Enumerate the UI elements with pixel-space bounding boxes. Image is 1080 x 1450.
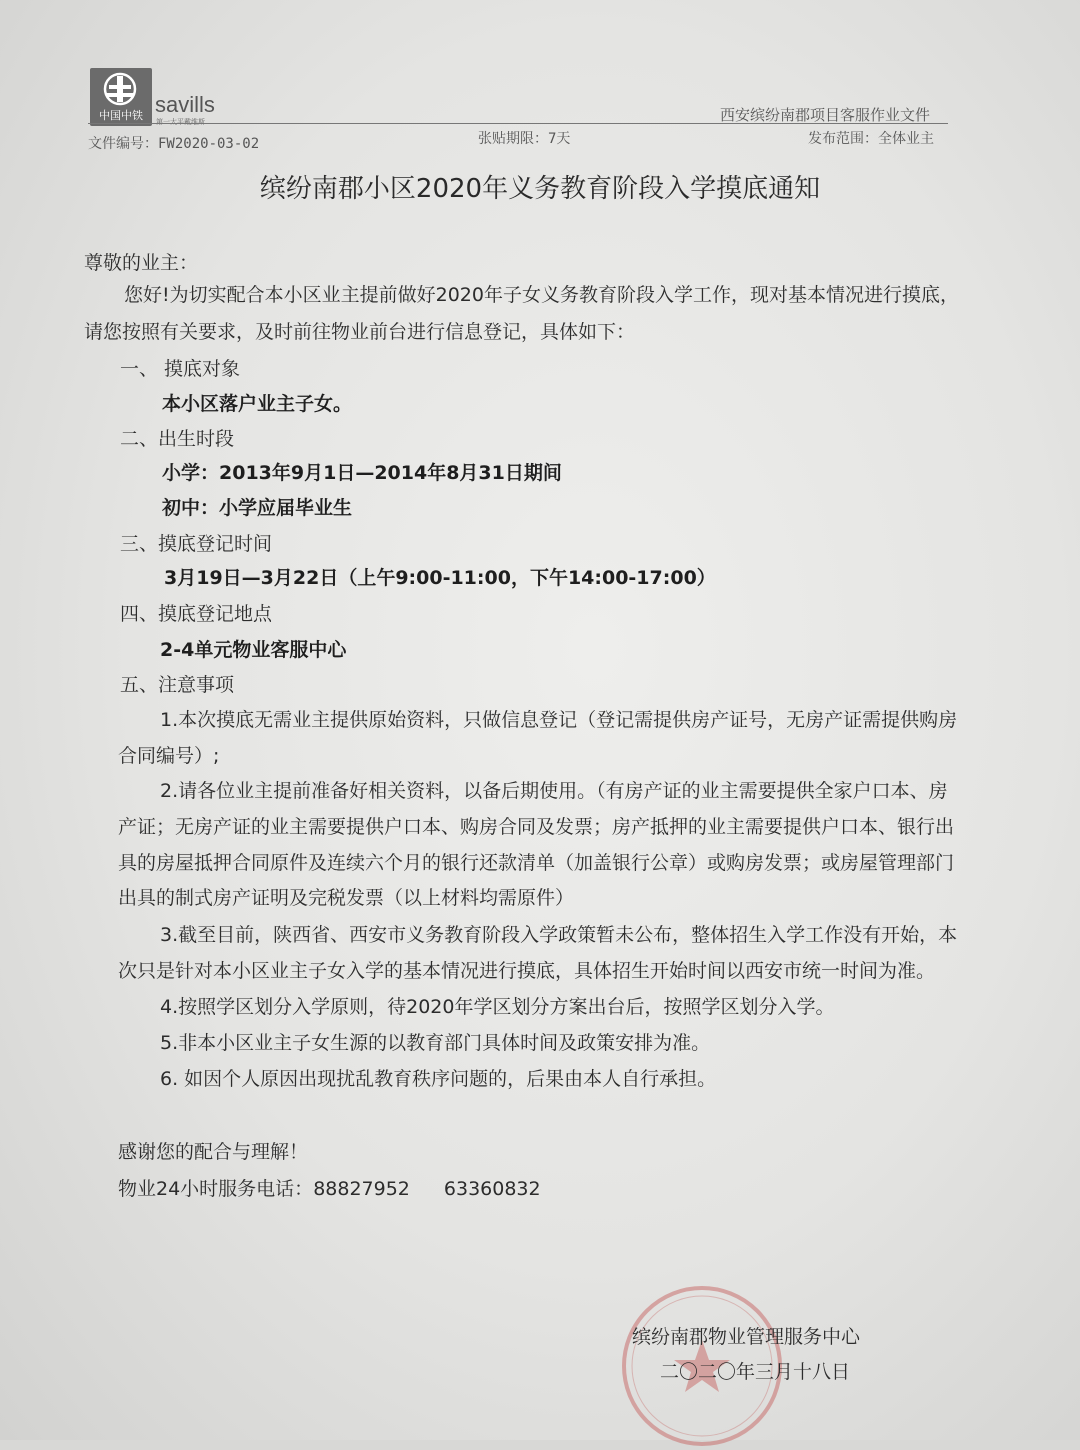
- section-1-body: 本小区落户业主子女。: [162, 393, 353, 415]
- phone-number-1: 88827952: [313, 1178, 410, 1200]
- section-2-primary: 小学：2013年9月1日—2014年8月31日期间: [162, 462, 562, 484]
- note-3-line-2: 次只是针对本小区业主子女入学的基本情况进行摸底，具体招生开始时间以西安市统一时间为准。: [118, 960, 936, 982]
- note-6: 6. 如因个人原因出现扰乱教育秩序问题的，后果由本人自行承担。: [160, 1068, 717, 1090]
- phone-label: 物业24小时服务电话：: [118, 1178, 314, 1200]
- logo-caption: 中国中铁: [99, 109, 143, 122]
- note-4: 4.按照学区划分入学原则，待2020年学区划分方案出台后，按照学区划分入学。: [160, 996, 835, 1018]
- note-2-line-1: 2.请各位业主提前准备好相关资料，以备后期使用。（有房产证的业主需要提供全家户口本、房: [160, 780, 948, 802]
- note-1-line-1: 1.本次摸底无需业主提供原始资料，只做信息登记（登记需提供房产证号，无房产证需提供购房: [160, 709, 958, 731]
- section-2-heading: 二、出生时段: [120, 428, 235, 450]
- crec-emblem-icon: [100, 72, 140, 106]
- section-1-heading: 一、 摸底对象: [120, 358, 241, 380]
- notice-title: 缤纷南郡小区2020年义务教育阶段入学摸底通知: [259, 174, 821, 204]
- intro-line-2: 请您按照有关要求，及时前往物业前台进行信息登记，具体如下：: [84, 321, 636, 343]
- header-rule: [88, 123, 948, 124]
- service-phone: [118, 1174, 541, 1201]
- phone-number-2: 63360832: [443, 1178, 541, 1200]
- section-4-heading: 四、摸底登记地点: [120, 603, 273, 625]
- section-5-heading: 五、注意事项: [120, 674, 235, 696]
- note-2-line-4: 出具的制式房产证明及完税发票（以上材料均需原件）: [118, 887, 575, 909]
- note-5: 5.非本小区业主子女生源的以教育部门具体时间及政策安排为准。: [160, 1032, 711, 1054]
- brand-name: savills: [155, 92, 215, 117]
- note-3-line-1: 3.截至目前，陕西省、西安市义务教育阶段入学政策暂未公布，整体招生入学工作没有开始，本: [160, 924, 958, 946]
- issuer-name: 缤纷南郡物业管理服务中心: [632, 1326, 861, 1348]
- section-3-heading: 三、摸底登记时间: [120, 533, 273, 555]
- section-2-middle: 初中：小学应届毕业生: [162, 497, 353, 519]
- brand-subtitle: 第一太平戴维斯: [156, 118, 205, 126]
- post-period: 张贴期限：7天: [478, 131, 571, 147]
- section-3-body: 3月19日—3月22日（上午9:00-11:00，下午14:00-17:00）: [164, 567, 716, 589]
- note-1-line-2: 合同编号）;: [118, 745, 220, 767]
- section-4-body: 2-4单元物业客服中心: [160, 639, 347, 661]
- release-scope: 发布范围：全体业主: [808, 131, 934, 147]
- crec-logo: [90, 68, 152, 126]
- note-2-line-2: 产证；无房产证的业主需要提供户口本、购房合同及发票；房产抵押的业主需要提供户口本、银行出: [118, 816, 955, 838]
- issue-date: 二〇二〇年三月十八日: [660, 1361, 851, 1383]
- intro-line-1: 您好!为切实配合本小区业主提前做好2020年子女义务教育阶段入学工作，现对基本情况进行摸底，: [124, 284, 959, 306]
- doc-number: 文件编号：FW2020-03-02: [88, 136, 260, 152]
- salutation: 尊敬的业主：: [84, 252, 199, 274]
- thanks-line: 感谢您的配合与理解！: [118, 1141, 309, 1163]
- note-2-line-3: 具的房屋抵押合同原件及连续六个月的银行还款清单（加盖银行公章）或购房发票；或房屋管理部门: [118, 852, 955, 874]
- header-department: 西安缤纷南郡项目客服作业文件: [720, 106, 931, 124]
